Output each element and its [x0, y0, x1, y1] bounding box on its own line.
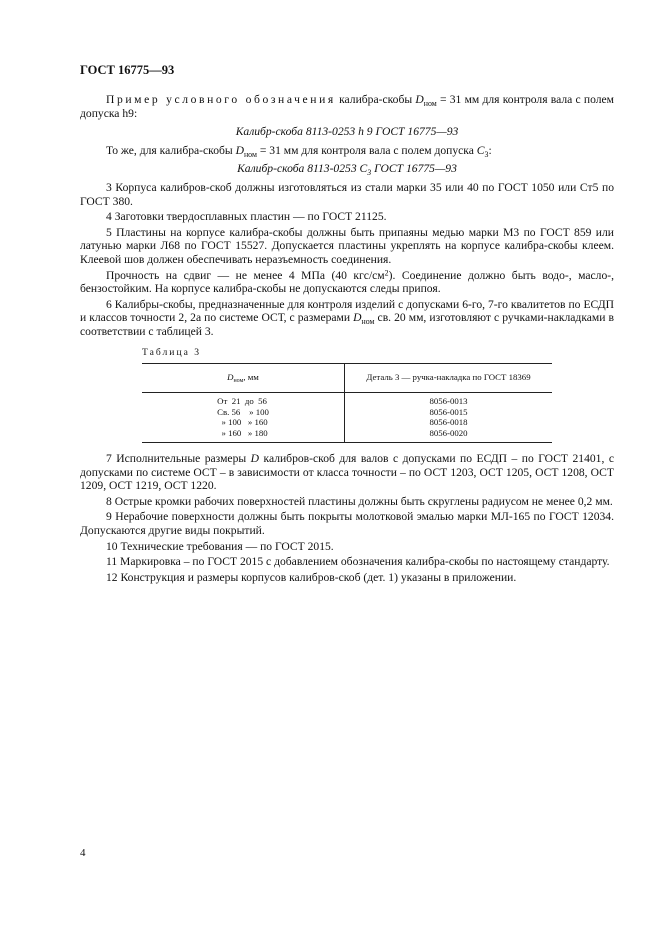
- table-row-part: 8056-0018: [429, 417, 468, 428]
- table-header-part: Деталь 3 — ручка-накладка по ГОСТ 18369: [345, 364, 553, 393]
- page-header: ГОСТ 16775—93: [80, 63, 175, 77]
- page-number: 4: [80, 847, 86, 859]
- part-number-cell: [345, 393, 553, 443]
- table-row-range: » 100 » 160: [217, 417, 268, 428]
- clause-5: 5 Пластины на корпусе калибра-скобы должны быть припаяны медью марки М3 по ГОСТ 859 или латунью марки Л68 по ГОСТ 15527. Допускается пластины укреплять на корпусе калибра-скобы клеем. Клеевой шов должен обеспечивать неразъемность соединения.: [80, 225, 614, 266]
- clause-10: 10 Технические требования — по ГОСТ 2015.: [106, 539, 334, 553]
- table-row-part: 8056-0020: [429, 427, 468, 438]
- designation-formula-1: Калибр-скоба 8113-0253 h 9 ГОСТ 16775—93: [235, 125, 459, 139]
- clause-8: 8 Острые кромки рабочих поверхностей пластины должны быть скруглены радиусом не менее 0,2 мм.: [106, 494, 613, 508]
- clause-4: 4 Заготовки твердосплавных пластин — по ГОСТ 21125.: [106, 210, 387, 224]
- table-body-row: [142, 393, 552, 443]
- table-header-size: $D_{ном}$, мм: [142, 364, 345, 393]
- table-row-range: Св. 56 » 100: [217, 406, 269, 417]
- table-3: [142, 363, 552, 443]
- size-range-cell: [142, 393, 345, 443]
- example-same-paragraph: То же, для калибра-скобы $D_{ном} = 31$ мм для контроля вала с полем допуска $C_3$:: [106, 143, 492, 159]
- document-body: [80, 93, 614, 586]
- designation-formula-2: Калибр-скоба 8113-0253 $С_3$ ГОСТ 16775—93: [237, 162, 457, 178]
- clause-7: 7 Исполнительные размеры D калибров-скоб для валов с допусками по ЕСДП – по ГОСТ 21401, с допусками по системе ОСТ – в зависимости от класса точности – по ОСТ 1203, ОСТ 1205, ОСТ 1208, ОСТ 1209, ОСТ 1219, ОСТ 1220.: [80, 452, 614, 493]
- example-label: Пример условного обозначения: [106, 93, 336, 106]
- clause-12: 12 Конструкция и размеры корпусов калибров-скоб (дет. 1) указаны в приложении.: [106, 570, 517, 584]
- clause-5-strength: Прочность на сдвиг — не менее 4 МПа (40 кгс/$см^2$). Соединение должно быть водо-, масло-, бензостойким. На корпусе калибра-скобы не допускаются следы припоя.: [80, 267, 614, 296]
- table-row-part: 8056-0015: [429, 406, 468, 417]
- clause-6: 6 Калибры-скобы, предназначенные для контроля изделий с допусками 6-го, 7-го квалитетов по ЕСДП и классов точности 2, 2а по системе ОСТ, с размерами $D_{ном}$ св. 20 мм, изготовляют с ручками-накладками в соответствии с таблицей 3.: [80, 297, 614, 338]
- table-row-part: 8056-0013: [429, 396, 468, 407]
- clause-3: 3 Корпуса калибров-скоб должны изготовляться из стали марки 35 или 40 по ГОСТ 1050 или Ст5 по ГОСТ 380.: [80, 180, 614, 208]
- table-row-range: От 21 до 56: [217, 396, 267, 407]
- table-header-row: [142, 364, 552, 393]
- table-row-range: » 160 » 180: [217, 427, 268, 438]
- example-paragraph: Пример условного обозначения калибра-скобы $D_{ном} = 31$ мм для контроля вала с полем допуска h9:: [80, 93, 614, 120]
- table-title: Таблица 3: [142, 346, 202, 358]
- clause-9: 9 Нерабочие поверхности должны быть покрыты молотковой эмалью марки МЛ-165 по ГОСТ 12034. Допускаются другие виды покрытий.: [80, 510, 614, 538]
- clause-11: 11 Маркировка – по ГОСТ 2015 с добавлением обозначения калибра-скобы по настоящему стандарту.: [106, 555, 610, 569]
